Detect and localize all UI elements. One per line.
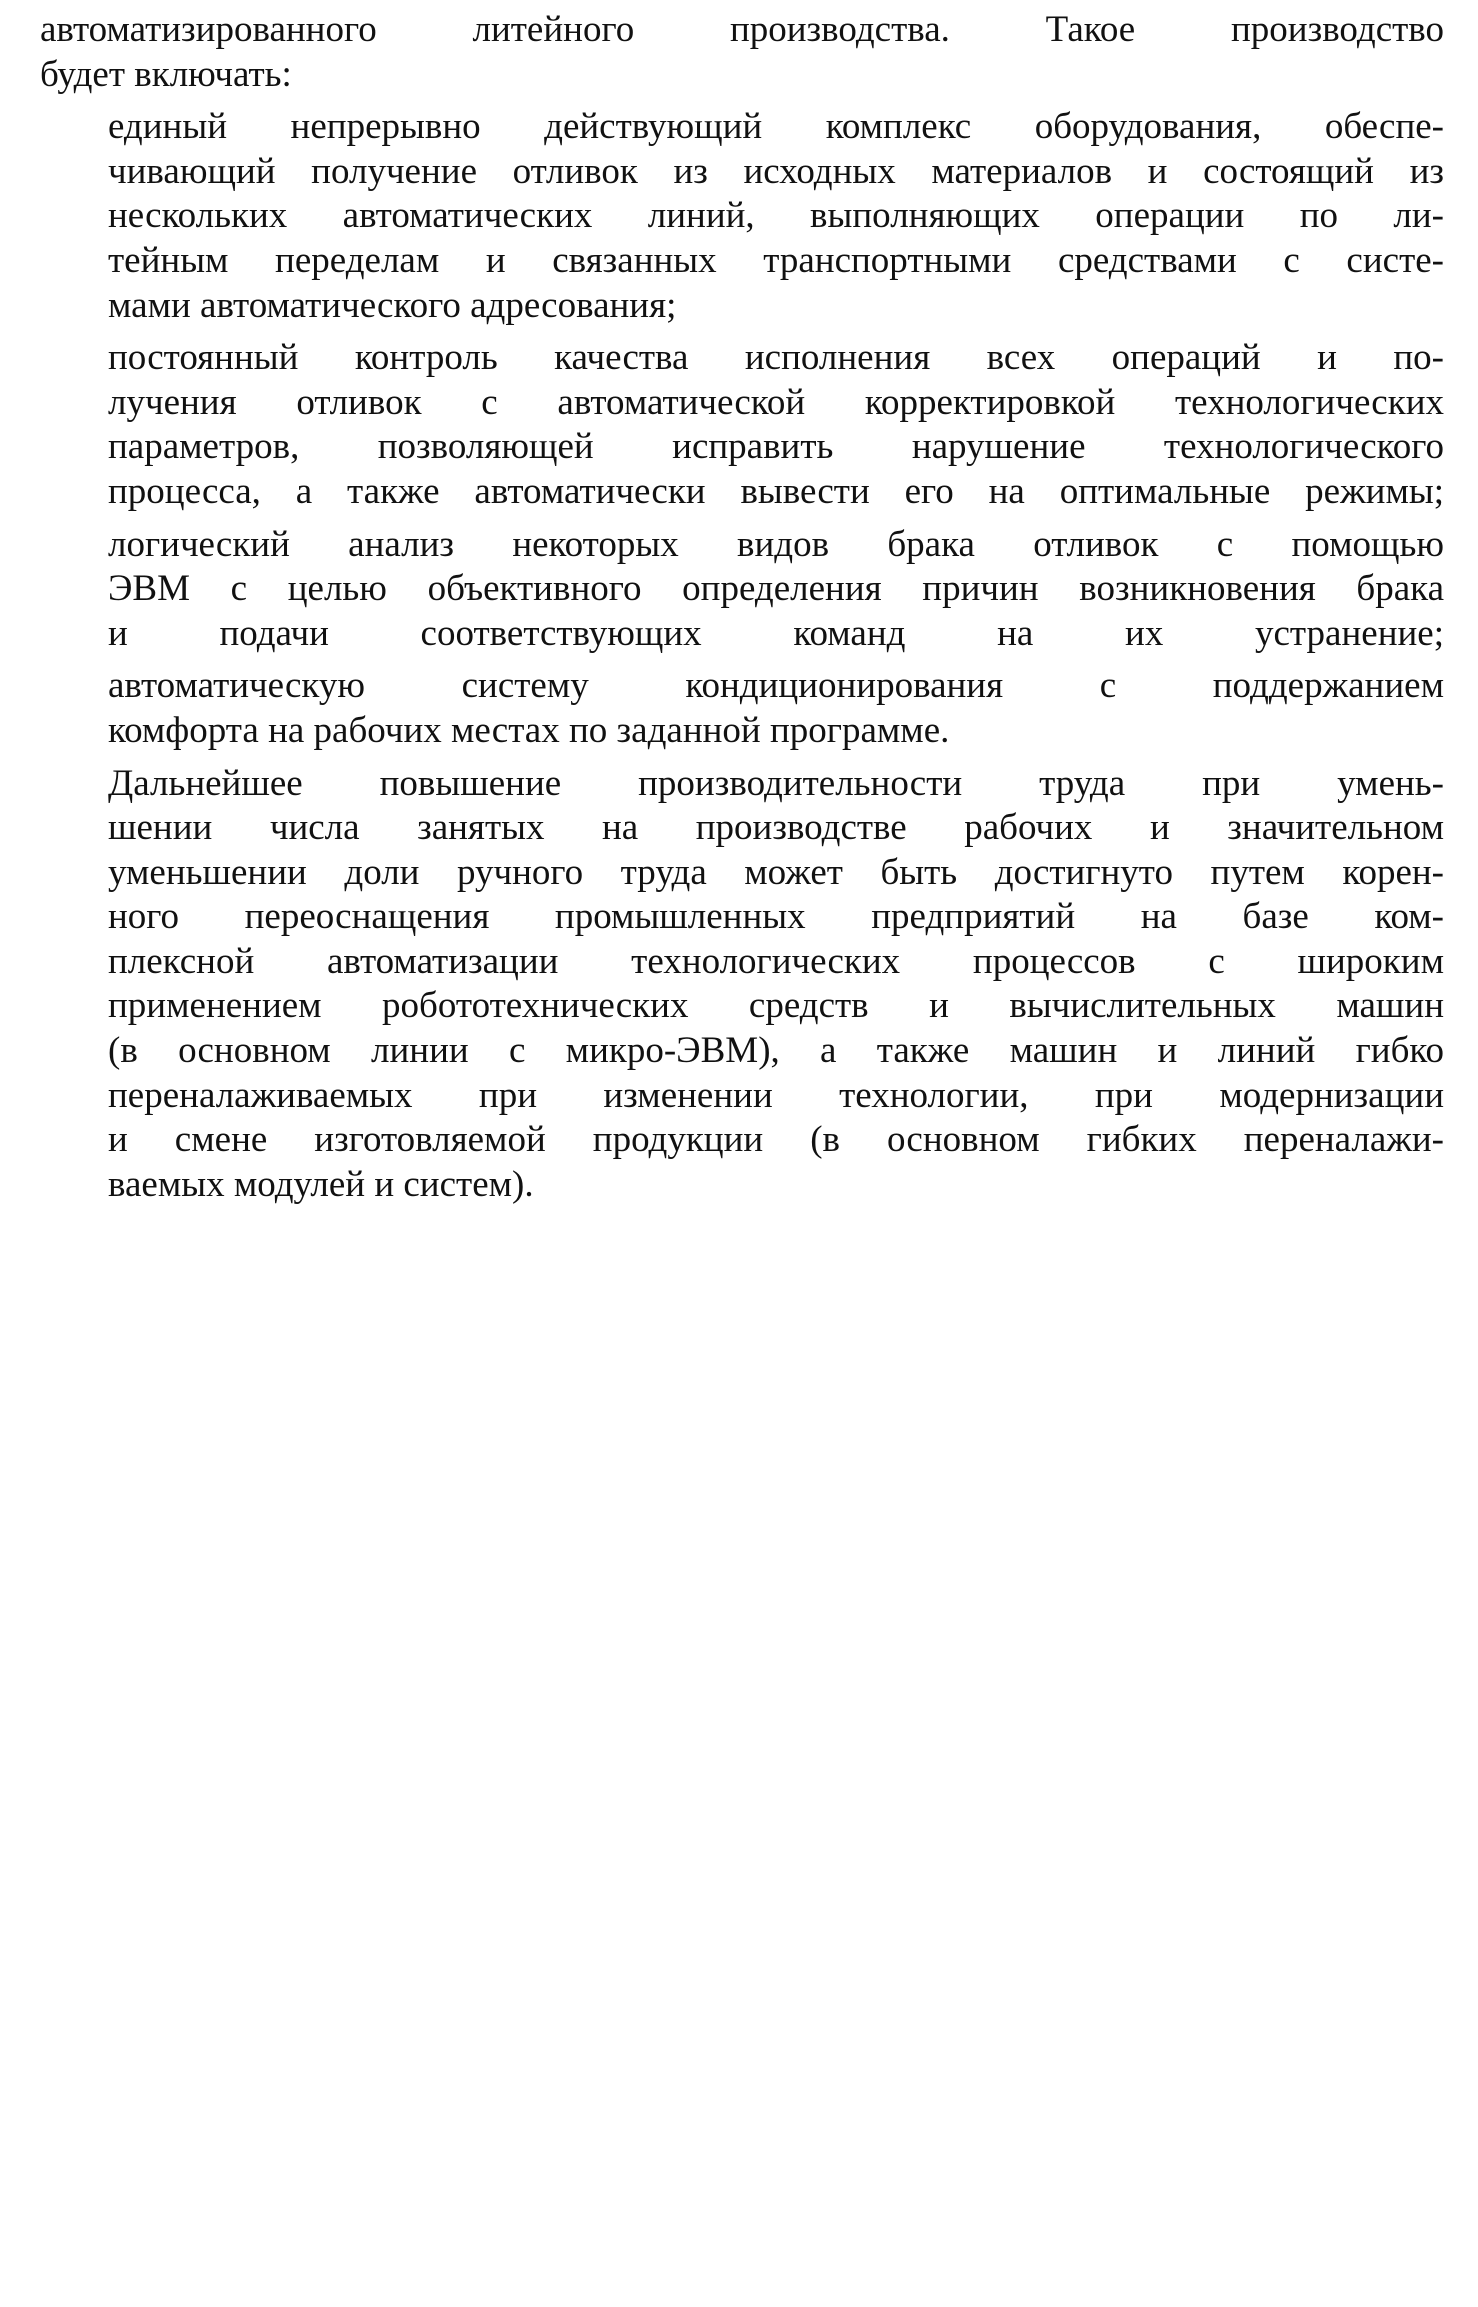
text-line: и подачи соответствующих команд на их устранение; bbox=[108, 612, 1444, 654]
text-line: уменьшении доли ручного труда может быть достигнуто путем корен- bbox=[108, 851, 1444, 893]
document-page bbox=[40, 8, 1444, 1215]
text-line: (в основном линии с микро-ЭВМ), а также машин и линий гибко bbox=[108, 1030, 1444, 1072]
text-line: шении числа занятых на производстве рабочих и значительном bbox=[108, 807, 1444, 849]
text-line: ного переоснащения промышленных предприятий на базе ком- bbox=[108, 896, 1444, 938]
text-line: ваемых модулей и систем). bbox=[108, 1163, 534, 1205]
paragraph-quality-control bbox=[40, 336, 1444, 514]
text-line: процесса, а также автоматически вывести его на оптимальные режимы; bbox=[108, 470, 1444, 512]
text-line: плексной автоматизации технологических процессов с широким bbox=[108, 940, 1444, 982]
text-line: переналаживаемых при изменении технологии, при модернизации bbox=[108, 1074, 1444, 1116]
text-line: автоматическую систему кондиционирования с поддержанием bbox=[108, 665, 1444, 707]
text-line: мами автоматического адресования; bbox=[108, 284, 677, 326]
text-line: лучения отливок с автоматической корректировкой технологических bbox=[108, 381, 1444, 423]
text-line: постоянный контроль качества исполнения всех операций и по- bbox=[108, 337, 1444, 379]
paragraph-air-conditioning bbox=[40, 664, 1444, 753]
text-line: автоматизированного литейного производства. Такое производство bbox=[40, 9, 1444, 50]
paragraph-intro bbox=[40, 8, 1444, 97]
text-line: ЭВМ с целью объективного определения причин возникновения брака bbox=[108, 568, 1444, 610]
text-line: чивающий получение отливок из исходных материалов и состоящий из bbox=[108, 150, 1444, 192]
text-line: будет включать: bbox=[40, 53, 292, 95]
text-line: логический анализ некоторых видов брака отливок с помощью bbox=[108, 523, 1444, 565]
text-line: параметров, позволяющей исправить нарушение технологического bbox=[108, 426, 1444, 468]
text-line: применением робототехнических средств и вычислительных машин bbox=[108, 985, 1444, 1027]
paragraph-productivity bbox=[40, 762, 1444, 1208]
paragraph-defect-analysis bbox=[40, 523, 1444, 657]
text-line: тейным переделам и связанных транспортными средствами с систе- bbox=[108, 239, 1444, 281]
text-line: комфорта на рабочих местах по заданной программе. bbox=[108, 709, 950, 751]
text-line: и смене изготовляемой продукции (в основном гибких переналажи- bbox=[108, 1119, 1444, 1161]
paragraph-equipment-complex bbox=[40, 105, 1444, 328]
text-line: Дальнейшее повышение производительности труда при умень- bbox=[108, 762, 1444, 804]
text-line: единый непрерывно действующий комплекс оборудования, обеспе- bbox=[108, 106, 1444, 148]
text-line: нескольких автоматических линий, выполняющих операции по ли- bbox=[108, 195, 1444, 237]
